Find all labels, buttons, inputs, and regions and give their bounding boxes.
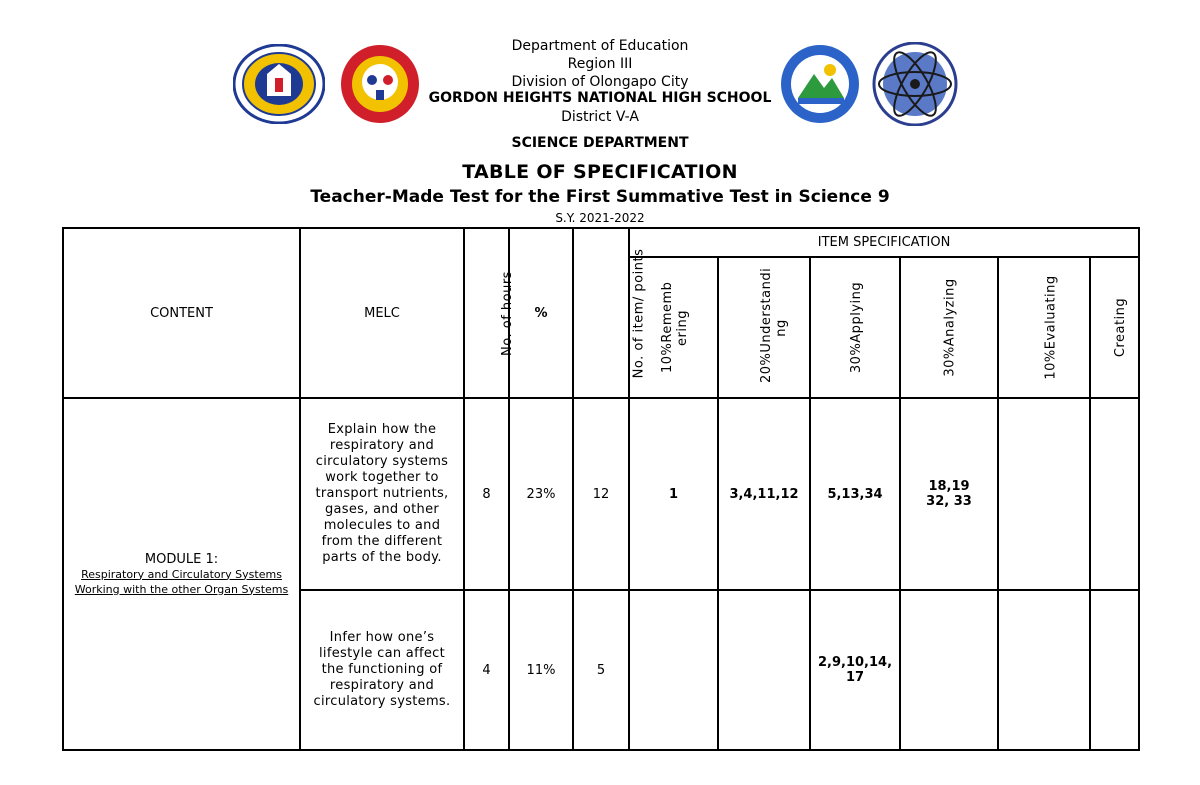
items-cell: 5 <box>573 590 629 750</box>
header-evaluating-label: 10%Evaluating <box>1043 275 1059 380</box>
header-division: Division of Olongapo City <box>511 74 689 90</box>
remembering-cell: 1 <box>629 398 718 590</box>
header-evaluating <box>998 257 1090 398</box>
specification-table <box>62 227 1140 751</box>
analyzing-cell <box>900 398 998 590</box>
header-creating <box>1090 257 1139 398</box>
header-region: Region III <box>567 56 633 72</box>
applying-cell: 5,13,34 <box>810 398 900 590</box>
header-melc: MELC <box>300 228 464 398</box>
header-items-label: No. of item/ points <box>631 248 647 378</box>
header-percent: % <box>509 228 573 398</box>
hours-cell: 4 <box>464 590 509 750</box>
header-understanding-label: 20%Understandi ng <box>759 267 789 383</box>
melc-text: Explain how the respiratory and circulatory systems work together to transport nutrients, gases, and other molecules to and from the different parts of the body. <box>315 422 449 565</box>
header-school-name: GORDON HEIGHTS NATIONAL HIGH SCHOOL <box>428 90 772 106</box>
percent-cell: 11% <box>509 590 573 750</box>
understanding-cell <box>718 590 810 750</box>
hours-cell: 8 <box>464 398 509 590</box>
header-content: CONTENT <box>63 228 300 398</box>
evaluating-cell <box>998 590 1090 750</box>
header-hours <box>464 228 515 398</box>
page-title: TABLE OF SPECIFICATION <box>462 161 738 183</box>
table-row <box>63 398 1139 590</box>
header-hours-label: No. of hours <box>499 270 515 356</box>
applying-cell <box>810 590 900 750</box>
items-cell: 12 <box>573 398 629 590</box>
melc-text: Infer how one’s lifestyle can affect the functioning of respiratory and circulatory systems. <box>313 630 451 709</box>
page-subtitle: Teacher-Made Test for the First Summative Test in Science 9 <box>310 187 890 207</box>
header-department: Department of Education <box>511 38 689 54</box>
header-applying-label: 30%Applying <box>849 281 865 374</box>
percent-cell: 23% <box>509 398 573 590</box>
melc-cell <box>300 398 464 590</box>
analyzing-value: 18,19 32, 33 <box>926 479 972 509</box>
header-district: District V-A <box>561 109 639 125</box>
header-items <box>573 228 647 398</box>
melc-cell <box>300 590 464 750</box>
creating-cell <box>1090 398 1139 590</box>
header-analyzing <box>900 257 998 398</box>
school-year: S.Y. 2021-2022 <box>555 211 645 225</box>
applying-value: 2,9,10,14, 17 <box>817 655 893 685</box>
evaluating-cell <box>998 398 1090 590</box>
module-cell <box>63 398 300 750</box>
header-creating-label: Creating <box>1113 297 1129 358</box>
module-subtitle: Respiratory and Circulatory Systems Working with the other Organ Systems <box>74 567 289 596</box>
header-remembering-label: 10%Rememb ering <box>660 281 690 373</box>
header-science-department: SCIENCE DEPARTMENT <box>511 135 689 151</box>
header-analyzing-label: 30%Analyzing <box>942 278 958 377</box>
understanding-cell: 3,4,11,12 <box>718 398 810 590</box>
creating-cell <box>1090 590 1139 750</box>
module-title: MODULE 1: <box>144 551 219 567</box>
header-understanding <box>718 257 810 398</box>
remembering-cell <box>629 590 718 750</box>
header-applying <box>810 257 900 398</box>
analyzing-cell <box>900 590 998 750</box>
header-item-specification: ITEM SPECIFICATION <box>629 228 1139 257</box>
